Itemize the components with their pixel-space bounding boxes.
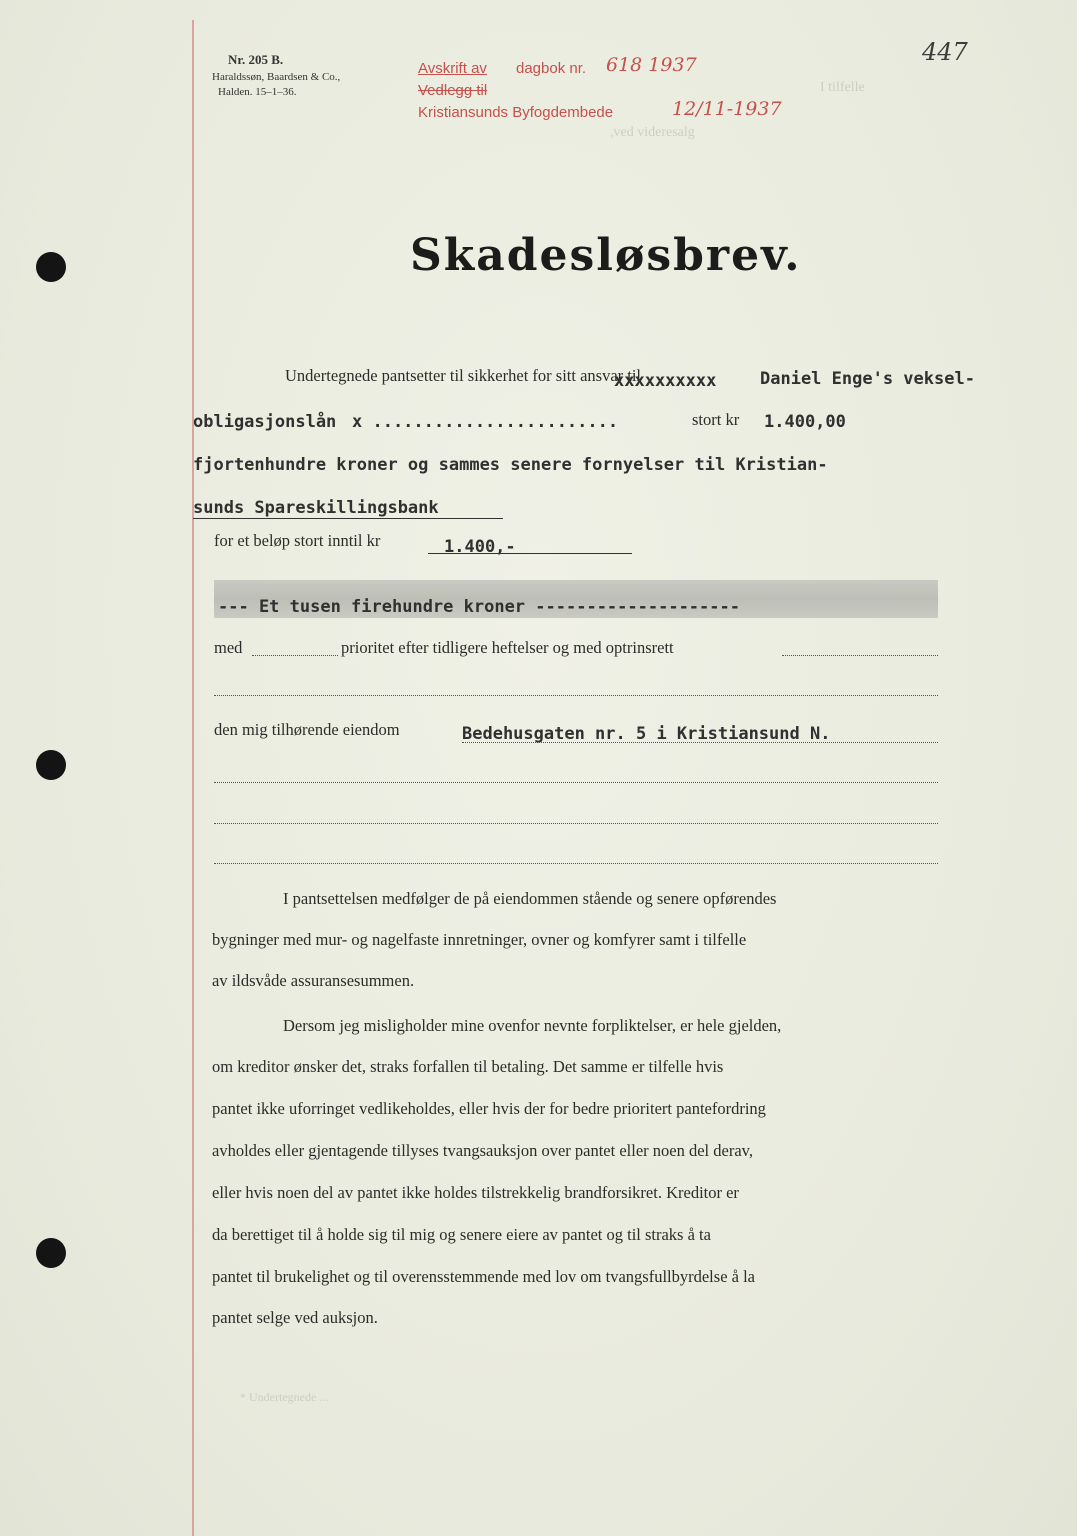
para1-line1: I pantsettelsen medfølger de på eiendommen stående og senere opførendes	[283, 889, 777, 908]
eiendom-label: den mig tilhørende eiendom	[214, 720, 400, 739]
para2-line8: pantet selge ved auksjon.	[212, 1308, 378, 1327]
blank-line-2	[214, 782, 938, 783]
bleed-through-footnote: * Undertegnede ...	[240, 1390, 329, 1404]
handwritten-date: 12/11-1937	[672, 98, 782, 120]
stamp-dagbok: dagbok nr.	[516, 60, 587, 77]
para2-line4: avholdes eller gjentagende tillyses tvangsauksjon over pantet eller noen del derav,	[212, 1141, 753, 1160]
form-number: Nr. 205 B.	[228, 52, 284, 67]
document-title: Skadesløsbrev.	[410, 230, 802, 281]
para2-line6: da berettiget til å holde sig til mig og senere eiere av pantet og til straks å ta	[212, 1225, 711, 1244]
handwritten-page-number: 447	[922, 38, 968, 66]
belop-value: 1.400,-	[444, 537, 516, 557]
red-margin-line	[192, 20, 194, 1536]
bleed-through-text: I tilfelle	[820, 80, 865, 95]
belop-label: for et beløp stort inntil kr	[214, 531, 381, 550]
prioritet-line-end	[782, 655, 938, 656]
para2-line7: pantet til brukelighet og til overensstemmende med lov om tvangsfullbyrdelse å la	[212, 1267, 755, 1286]
para1-line2: bygninger med mur- og nagelfaste innretninger, ovner og komfyrer samt i tilfelle	[212, 930, 747, 949]
loan-amount: 1.400,00	[764, 412, 846, 432]
amount-in-words: --- Et tusen firehundre kroner --------------------	[218, 597, 740, 617]
stamp-vedlegg: Vedlegg til	[418, 82, 488, 99]
para2-line3: pantet ikke uforringet vedlikeholdes, eller hvis der for bedre prioritert pantefordring	[212, 1099, 766, 1118]
typed-line-fjortenhundre: fjortenhundre kroner og sammes senere fornyelser til Kristian-	[193, 455, 828, 475]
punch-hole-bottom	[36, 1238, 66, 1268]
struck-typed-text: xxxxxxxxxx	[614, 371, 717, 391]
stamp-office: Kristiansunds Byfogdembede	[418, 104, 614, 121]
para2-line1: Dersom jeg misligholder mine ovenfor nevnte forpliktelser, er hele gjelden,	[283, 1016, 782, 1035]
typed-underline	[193, 518, 503, 519]
stort-kr-label: stort kr	[692, 410, 740, 429]
typed-line-bank: sunds Spareskillingsbank	[193, 498, 439, 518]
printer-name: Haraldssøn, Baardsen & Co.,	[212, 71, 341, 83]
para2-line2: om kreditor ønsker det, straks forfallen til betaling. Det samme er tilfelle hvis	[212, 1057, 724, 1076]
priority-field-line	[252, 655, 338, 656]
para1-line3: av ildsvåde assuransesummen.	[212, 971, 415, 990]
blank-line-3	[214, 823, 938, 824]
loan-type: obligasjonslån	[193, 412, 337, 432]
intro-text: Undertegnede pantsetter til sikkerhet for sitt ansvar til	[285, 366, 642, 385]
bleed-through-text-2: ,ved videresalg	[610, 125, 695, 140]
blank-line-4	[214, 863, 938, 864]
med-label: med	[214, 638, 243, 657]
prioritet-text: prioritet efter tidligere heftelser og med optrinsrett	[341, 638, 674, 657]
punch-hole-top	[36, 252, 66, 282]
stamp-avskrift: Avskrift av	[418, 60, 487, 77]
loan-dots: x ........................	[352, 412, 619, 432]
printer-place-date: Halden. 15–1–36.	[218, 86, 297, 98]
eiendom-value: Bedehusgaten nr. 5 i Kristiansund N.	[462, 724, 831, 744]
punch-hole-middle	[36, 750, 66, 780]
blank-line-1	[214, 695, 938, 696]
belop-underline	[428, 553, 632, 554]
para2-line5: eller hvis noen del av pantet ikke holdes tilstrekkelig brandforsikret. Kreditor er	[212, 1183, 739, 1202]
eiendom-line	[462, 742, 938, 743]
handwritten-diary-number: 618 1937	[606, 54, 697, 76]
creditor-name: Daniel Enge's veksel-	[760, 369, 975, 389]
